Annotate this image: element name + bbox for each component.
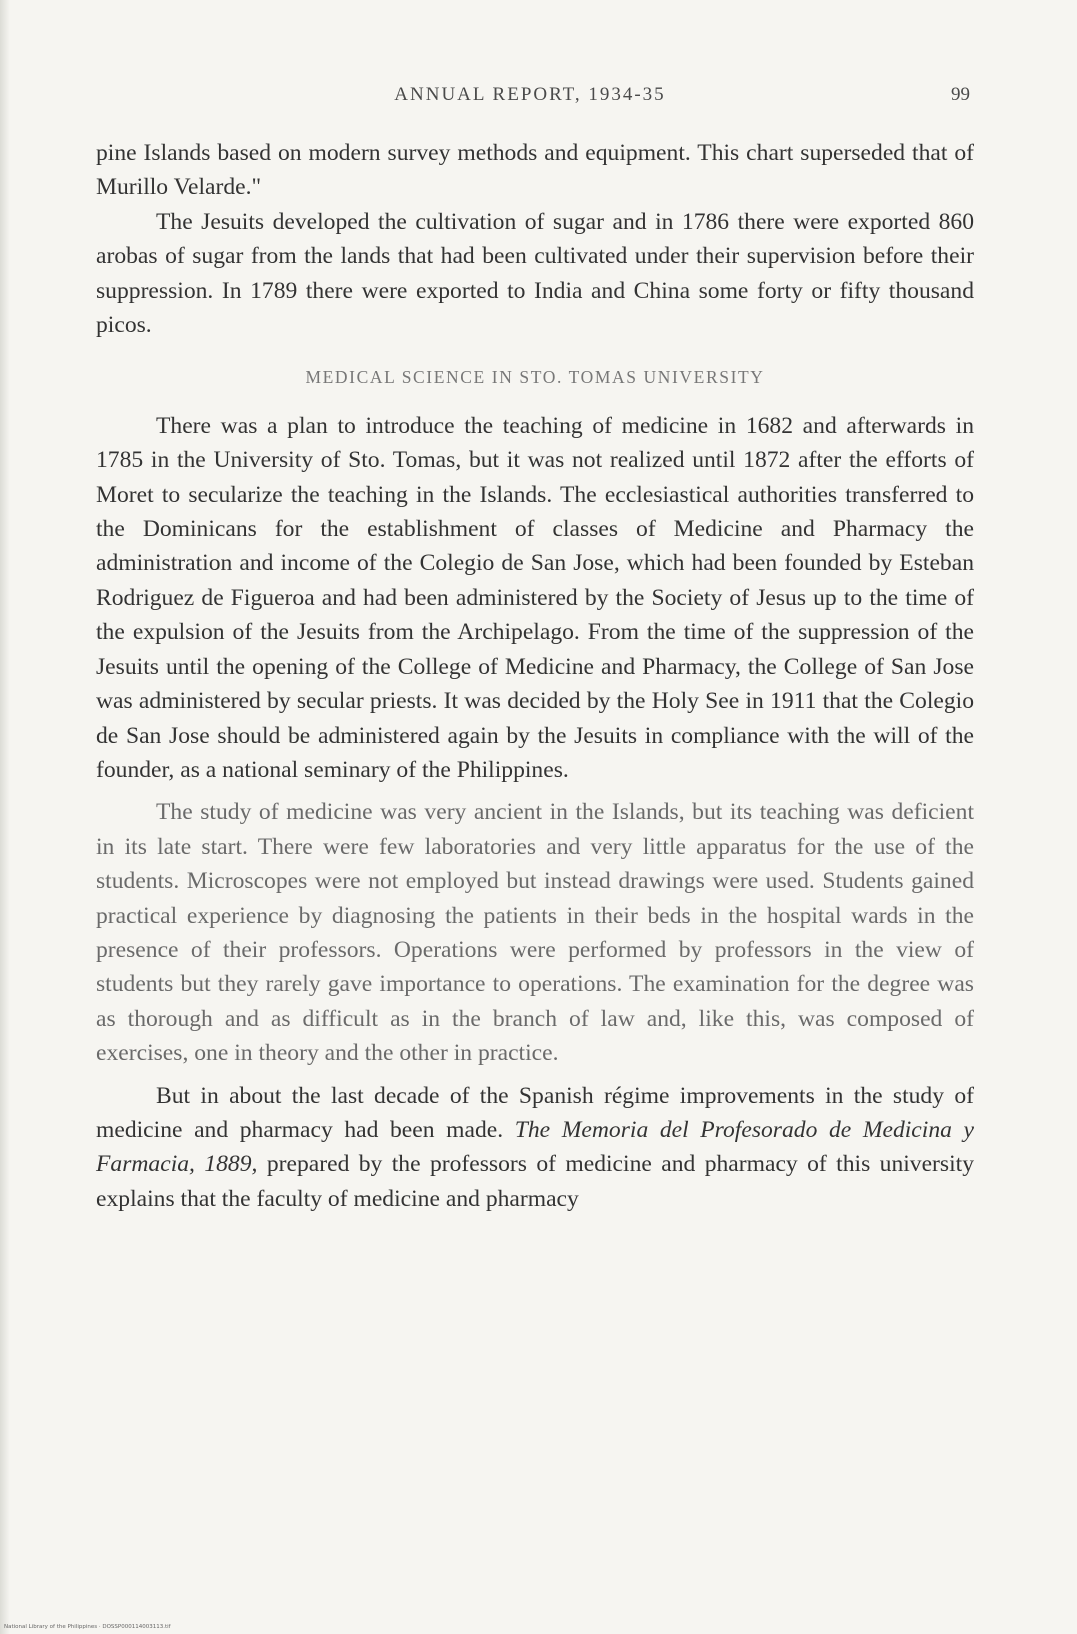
paragraph-sugar: The Jesuits developed the cultivation of sugar and in 1786 there were exported 860 arobas of sugar from the lands that had been cultivated under their supervision before their suppression. In 1789 there were exported to India and China some forty or fifty thousand picos. — [96, 208, 974, 339]
paragraph-medicine-study: The study of medicine was very ancient in the Islands, but its teaching was deficient in its late start. There were few laboratories and very little apparatus for the use of the students. Microscopes were not employed but instead drawings were used. Students gained practical experience by diagnosing the patients in their beds in the hospital wards in the presence of their professors. Operations were performed by professors in the view of students but they rarely gave importance to operations. The examination for the degree was as thorough and as difficult as in the branch of law and, like this, was composed of exercises, one in theory and the other in practice. — [96, 799, 974, 1067]
body-text — [96, 136, 974, 1216]
improvements-text-end: prepared by the professors of medicine and pharmacy of this university explains that the faculty of medicine and pharmacy — [96, 1151, 975, 1212]
paragraph-medicine-history: There was a plan to introduce the teaching of medicine in 1682 and afterwards in 1785 in the University of Sto. Tomas, but it was not realized until 1872 after the efforts of Moret to secularize the teaching in the Islands. The ecclesiastical authorities transferred to the Dominicans for the establishment of classes of Medicine and Pharmacy the administration and income of the Colegio de San Jose, which had been founded by Esteban Rodriguez de Figueroa and had been administered by the Society of Jesus up to the time of the expulsion of the Jesuits from the Archipelago. From the time of the suppression of the Jesuits until the opening of the College of Medicine and Pharmacy, the College of San Jose was administered by secular priests. It was decided by the Holy See in 1911 that the Colegio de San Jose should be administered again by the Jesuits in compliance with the will of the founder, as a national seminary of the Philippines. — [96, 412, 974, 783]
paragraph-continuation: pine Islands based on modern survey methods and equipment. This chart superseded that of Murillo Velarde." — [96, 140, 974, 201]
improvements-text: But in about the last decade of the Spanish régime improvements in the study of medicine and pharmacy had been made. — [96, 1082, 974, 1143]
scan-credit: National Library of the Philippines · DOSSP000114003113.tif — [4, 1624, 171, 1630]
paragraph-improvements — [96, 1079, 974, 1217]
page-number: 99 — [951, 84, 970, 105]
memoria-title: The Memoria del Profesorado de Medicina y Farmacia, 1889, — [96, 1116, 975, 1178]
page-header — [90, 84, 970, 114]
section-heading: MEDICAL SCIENCE IN STO. TOMAS UNIVERSITY — [305, 367, 765, 388]
running-head: ANNUAL REPORT, 1934-35 — [394, 84, 666, 105]
scan-edge — [0, 0, 10, 1634]
